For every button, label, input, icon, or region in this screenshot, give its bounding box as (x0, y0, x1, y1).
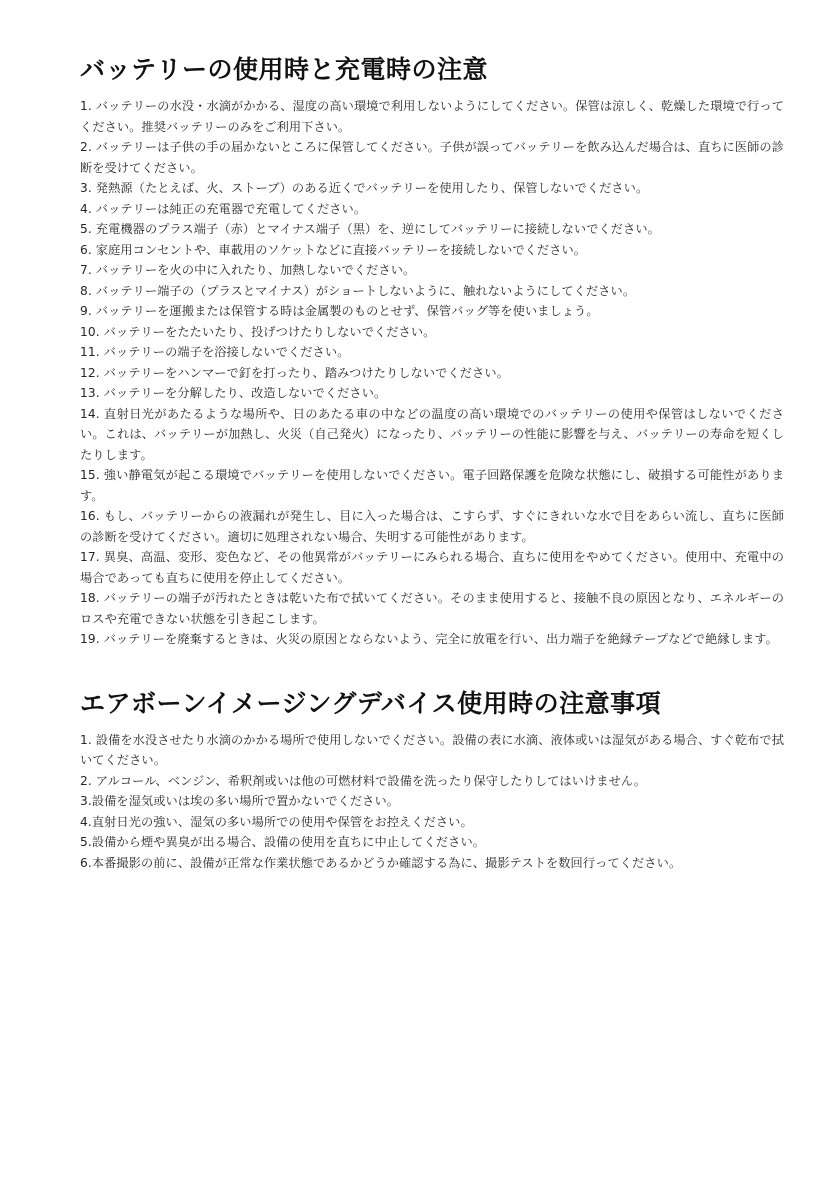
list-item: 6.本番撮影の前に、設備が正常な作業状態であるかどうか確認する為に、撮影テストを数回行ってください。 (80, 855, 682, 870)
airborne-device-precautions-section (80, 688, 784, 874)
list-item: 12. バッテリーをハンマーで釘を打ったり、踏みつけたりしないでください。 (80, 365, 509, 380)
list-item: 2. バッテリーは子供の手の届かないところに保管してください。子供が誤ってバッテリーを飲み込んだ場合は、直ちに医師の診断を受けてください。 (80, 140, 784, 175)
list-item: 5. 充電機器のプラス端子（赤）とマイナス端子（黒）を、逆にしてバッテリーに接続しないでください。 (80, 222, 660, 236)
list-item: 10. バッテリーをたたいたり、投げつけたりしないでください。 (80, 324, 436, 339)
list-item: 1. 設備を水没させたり水滴のかかる場所で使用しないでください。設備の表に水滴、液体或いは湿気がある場合、すぐ乾布で拭いてください。 (80, 732, 784, 767)
list-item: 8. バッテリー端子の（プラスとマイナス）がショートしないように、触れないようにしてください。 (80, 283, 636, 298)
list-item: 2. アルコール、ベンジン、希釈剤或いは他の可燃材料で設備を洗ったり保守したりしてはいけません。 (80, 773, 647, 788)
list-item: 9. バッテリーを運搬または保管する時は金属製のものとせず、保管バッグ等を使いましょう。 (80, 304, 599, 318)
list-item: 17. 異臭、高温、変形、変色など、その他異常がバッテリーにみられる場合、直ちに使用をやめてください。使用中、充電中の場合であっても直ちに使用を停止してください。 (80, 550, 784, 585)
list-item: 18. バッテリーの端子が汚れたときは乾いた布で拭いてください。そのまま使用すると、接触不良の原因となり、エネルギーのロスや充電できない状態を引き起こします。 (80, 591, 784, 626)
list-item: 11. バッテリーの端子を浴接しないでください。 (80, 345, 350, 359)
list-item: 15. 強い静電気が起こる環境でバッテリーを使用しないでください。電子回路保護を危険な状態にし、破損する可能性があります。 (80, 468, 784, 503)
list-item: 4. バッテリーは純正の充電器で充電してください。 (80, 201, 367, 216)
list-item: 3. 発熱源（たとえば、火、ストーブ）のある近くでバッテリーを使用したり、保管しないでください。 (80, 181, 649, 195)
list-item: 3.設備を湿気或いは埃の多い場所で置かないでください。 (80, 794, 400, 808)
list-item: 4.直射日光の強い、湿気の多い場所での使用や保管をお控えください。 (80, 814, 473, 829)
airborne-device-precautions-list (80, 730, 784, 874)
list-item: 13. バッテリーを分解したり、改造しないでください。 (80, 386, 387, 400)
battery-precautions-list (80, 96, 784, 650)
list-item: 14. 直射日光があたるような場所や、日のあたる車の中などの温度の高い環境でのバッテリーの使用や保管はしないでください。これは、バッテリーが加熱し、火災（自己発火）になったり、バッテリーの性能に影響を与え、バッテリーの寿命を短くしたりします。 (80, 406, 784, 462)
battery-precautions-section (80, 54, 784, 650)
battery-precautions-title: バッテリーの使用時と充電時の注意 (80, 55, 489, 84)
airborne-device-precautions-title: エアボーンイメージングデバイス使用時の注意事項 (80, 688, 662, 718)
list-item: 19. バッテリーを廃棄するときは、火災の原因とならないよう、完全に放電を行い、出力端子を絶縁テープなどで絶縁します。 (80, 632, 778, 646)
list-item: 16. もし、バッテリーからの液漏れが発生し、目に入った場合は、こすらず、すぐにきれいな水で目をあらい流し、直ちに医師の診断を受けてください。適切に処理されない場合、失明する可能性があります。 (80, 509, 784, 544)
list-item: 7. バッテリーを火の中に入れたり、加熱しないでください。 (80, 263, 416, 277)
list-item: 5.設備から煙や異臭が出る場合、設備の使用を直ちに中止してください。 (80, 835, 486, 849)
list-item: 6. 家庭用コンセントや、車載用のソケットなどに直接バッテリーを接続しないでください。 (80, 242, 587, 257)
list-item: 1. バッテリーの水没・水滴がかかる、湿度の高い環境で利用しないようにしてください。保管は涼しく、乾燥した環境で行ってください。推奨バッテリーのみをご利用下さい。 (80, 99, 784, 134)
